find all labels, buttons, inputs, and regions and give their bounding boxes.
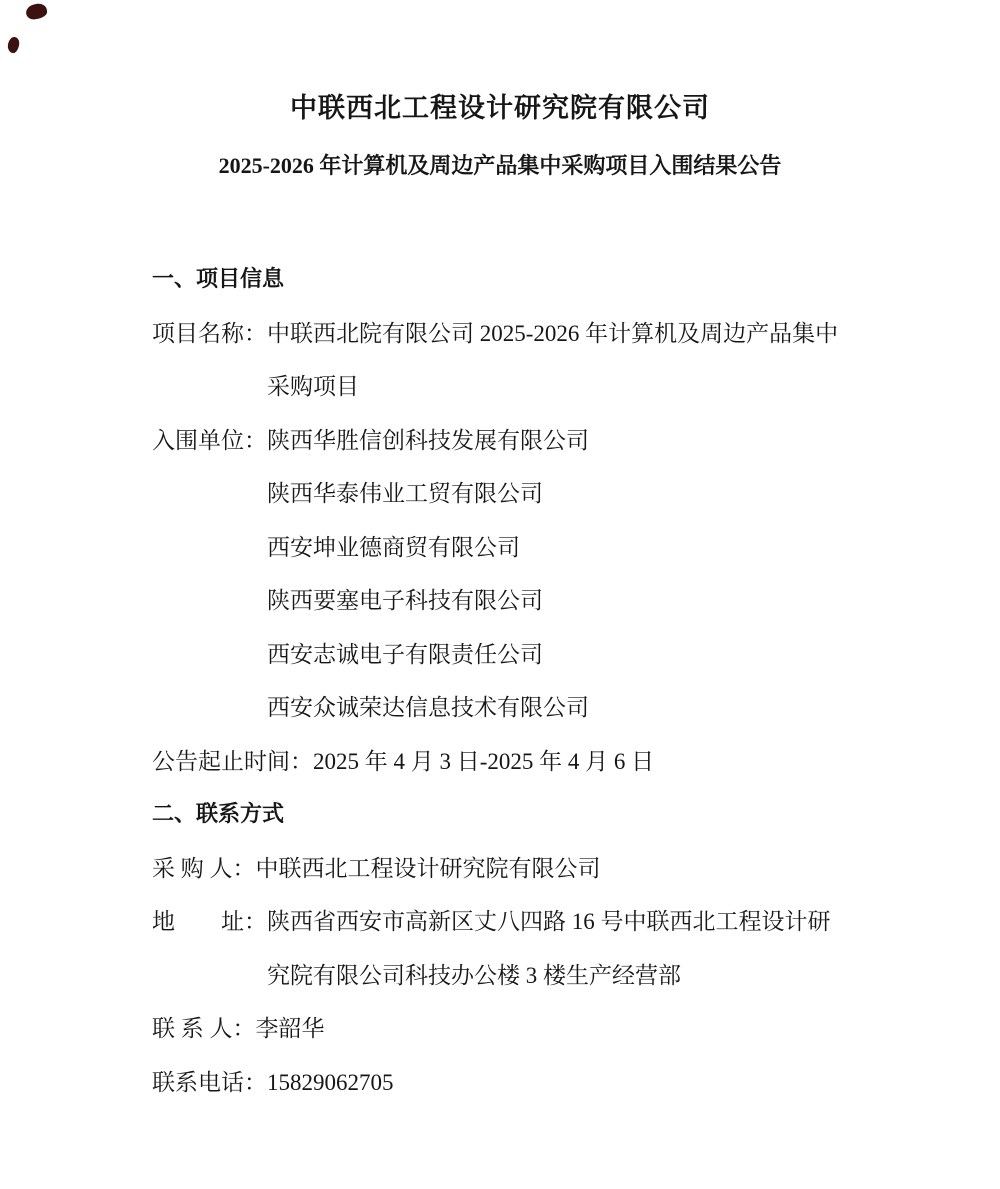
contact-person-line: 联 系 人：李韶华: [152, 1016, 325, 1042]
project-name-line-2: 采购项目: [267, 374, 359, 400]
purchaser-line: 采 购 人：中联西北工程设计研究院有限公司: [152, 855, 601, 881]
address-line-1: 地 址：陕西省西安市高新区丈八四路 16 号中联西北工程设计研: [152, 909, 831, 935]
document-title: 中联西北工程设计研究院有限公司: [290, 93, 710, 123]
shortlisted-company: 西安众诚荣达信息技术有限公司: [267, 695, 589, 721]
section-heading-project-info: 一、项目信息: [152, 266, 285, 292]
shortlisted-company: 陕西要塞电子科技有限公司: [267, 588, 543, 614]
ink-stain-icon: [7, 36, 21, 54]
shortlisted-company: 西安坤业德商贸有限公司: [267, 534, 520, 560]
ink-stain-icon: [25, 3, 48, 21]
address-line-2: 究院有限公司科技办公楼 3 楼生产经营部: [267, 962, 681, 988]
shortlisted-company: 西安志诚电子有限责任公司: [267, 641, 543, 667]
shortlist-label-and-company-1: 入围单位：陕西华胜信创科技发展有限公司: [152, 427, 589, 453]
document-body: [152, 251, 852, 1107]
project-name-line-1: 项目名称：中联西北院有限公司 2025-2026 年计算机及周边产品集中: [152, 320, 839, 346]
document-subtitle: 2025-2026 年计算机及周边产品集中采购项目入围结果公告: [218, 153, 782, 178]
contact-phone-line: 联系电话：15829062705: [152, 1069, 394, 1095]
section-heading-contact: 二、联系方式: [152, 801, 285, 827]
shortlisted-company: 陕西华泰伟业工贸有限公司: [267, 481, 543, 507]
announcement-period: 公告起止时间：2025 年 4 月 3 日-2025 年 4 月 6 日: [152, 748, 655, 774]
